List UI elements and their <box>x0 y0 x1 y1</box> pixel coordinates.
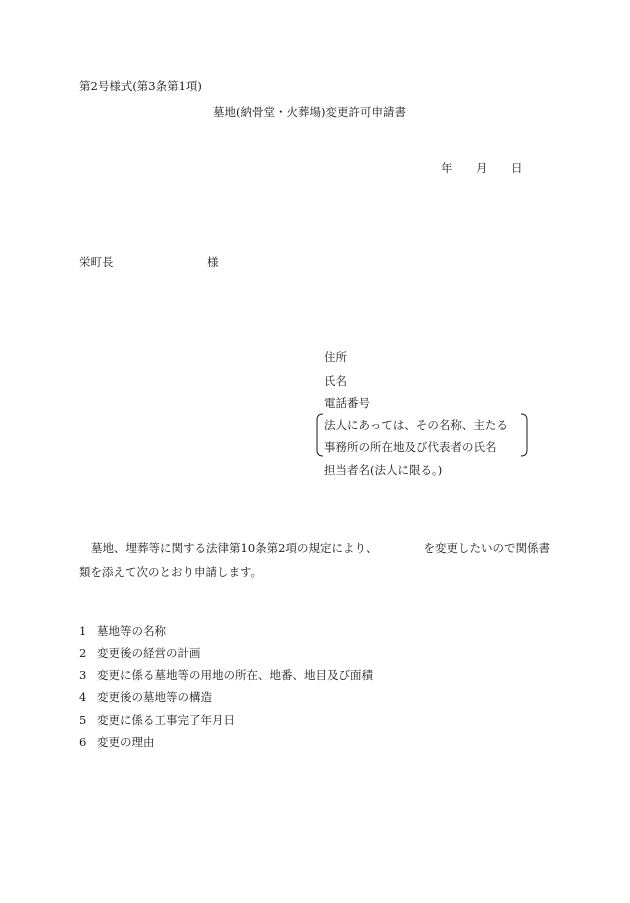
item-number: 3 <box>79 668 87 682</box>
list-item <box>79 625 166 639</box>
item-text: 変更の理由 <box>97 735 155 749</box>
document-title: 墓地(納骨堂・火葬場)変更許可申請書 <box>213 105 406 119</box>
corporate-note-line1: 法人にあっては、その名称、主たる <box>324 418 508 432</box>
applicant-name-label: 氏名 <box>324 374 347 388</box>
applicant-address-label: 住所 <box>324 350 347 364</box>
form-number: 第2号様式(第3条第1項) <box>79 79 202 93</box>
item-number: 5 <box>79 713 87 727</box>
applicant-contact-label: 担当者名(法人に限る。) <box>324 463 443 477</box>
item-text: 変更に係る墓地等の用地の所在、地番、地目及び面積 <box>97 668 373 682</box>
body-line-1 <box>91 542 550 556</box>
list-item <box>79 714 235 728</box>
list-item <box>79 669 373 683</box>
item-number: 2 <box>79 646 87 660</box>
addressee-name: 栄町長 <box>79 255 114 269</box>
body-line-1-part-2: を変更したいので関係書 <box>423 541 550 555</box>
list-item <box>79 736 155 750</box>
date-year-label: 年 <box>441 161 453 175</box>
body-line-1-part-1: 墓地、埋葬等に関する法律第10条第2項の規定により、 <box>91 541 378 555</box>
item-text: 変更後の経営の計画 <box>97 646 201 660</box>
applicant-phone-label: 電話番号 <box>324 396 370 410</box>
item-number: 1 <box>79 624 87 638</box>
item-text: 変更に係る工事完了年月日 <box>97 713 235 727</box>
date-month-label: 月 <box>476 161 488 175</box>
addressee-honorific: 様 <box>207 255 219 269</box>
body-line-2: 類を添えて次のとおり申請します。 <box>79 565 263 579</box>
item-text: 墓地等の名称 <box>97 624 166 638</box>
item-text: 変更後の墓地等の構造 <box>97 690 212 704</box>
item-number: 6 <box>79 735 87 749</box>
date-day-label: 日 <box>511 161 523 175</box>
corporate-note-line2: 事務所の所在地及び代表者の氏名 <box>324 440 497 454</box>
list-item <box>79 691 212 705</box>
item-number: 4 <box>79 690 87 704</box>
list-item <box>79 647 201 661</box>
